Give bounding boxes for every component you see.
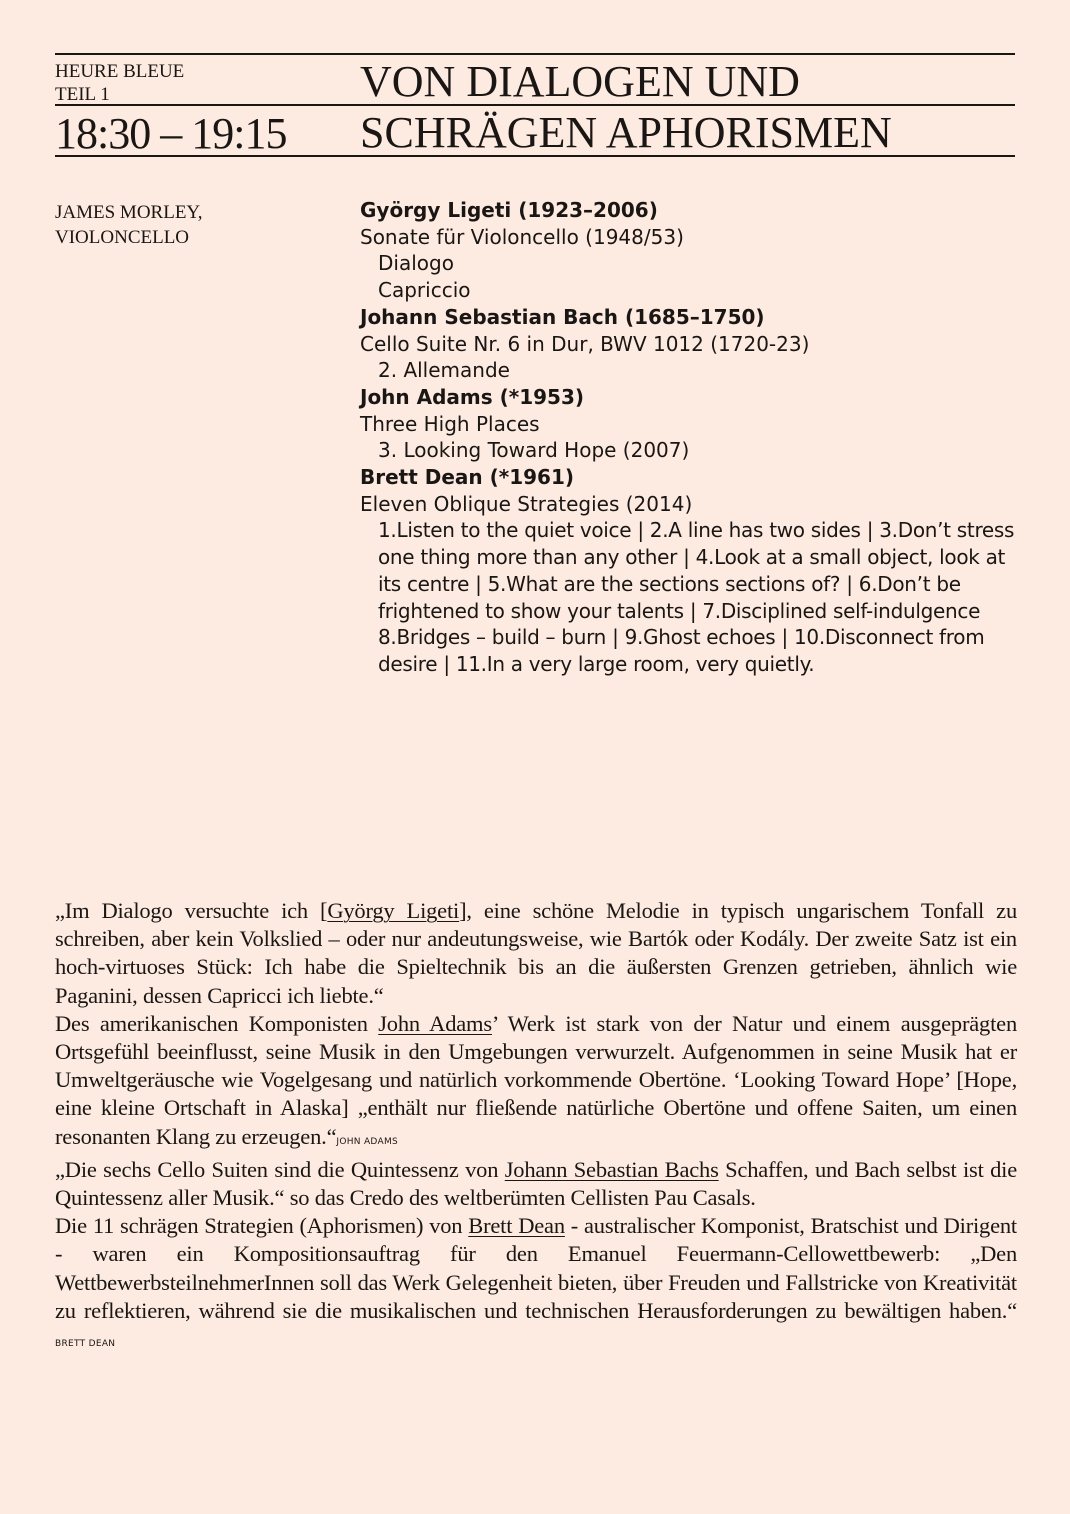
source-john-adams: JOHN ADAMS <box>336 1136 399 1147</box>
composer-ligeti: György Ligeti (1923–2006) <box>360 198 658 222</box>
note-ligeti-text-b: ], eine schöne Melodie in typisch ungarischem Tonfall zu schreiben, aber kein Volkslied – oder nur andeutungsweise, wie Bartók oder Kodály. Der zweite Satz ist ein hoch-virtuoses Stück: Ich habe die Spieltechnik bis an die äußersten Grenzen getrieben, ähnlich wie Paganini, dessen Capricci ich liebte.“ <box>55 898 1017 1008</box>
header-rule-top <box>55 53 1015 55</box>
work-adams: Three High Places <box>360 411 540 436</box>
work-ligeti: Sonate für Violoncello (1948/53) <box>360 224 684 249</box>
page-title-line1: VON DIALOGEN UND <box>360 57 800 106</box>
work-dean: Eleven Oblique Strategies (2014) <box>360 491 693 516</box>
note-adams-text-a: Des amerikanischen Komponisten <box>55 1010 379 1036</box>
note-bach-text-b: Schaffen, und Bach selbst ist die Quintessenz aller Musik.“ so das Credo des weltberümten Cellisten Pau Casals. <box>55 1156 1018 1211</box>
note-adams <box>55 1010 1017 1156</box>
series-label <box>55 60 184 106</box>
link-brett-dean[interactable]: Brett Dean <box>468 1213 565 1239</box>
movement-dialogo: Dialogo <box>378 251 454 276</box>
performer-name: JAMES MORLEY, <box>55 202 203 223</box>
movement-capriccio: Capriccio <box>378 278 471 303</box>
concert-time: 18:30 – 19:15 <box>55 109 287 158</box>
movement-allemande: 2. Allemande <box>378 358 510 383</box>
note-bach <box>55 1156 1017 1212</box>
page-title-line2: SCHRÄGEN APHORISMEN <box>360 108 892 157</box>
note-ligeti-text-a: „Im Dialogo versuchte ich [ <box>55 898 328 923</box>
note-adams-text-b: ’ Werk ist stark von der Natur und einem ausgeprägten Ortsgefühl beeinflusst, seine Musik in den Umgebungen verwurzelt. Aufgenommen in seine Musik hat er Umweltgeräusche wie Vogelgesang und natürlich vorkommende Obertöne. ‘Looking Toward Hope’ [Hope, eine kleine Ortschaft in Alaska] „enthält nur fließende natürliche Obertöne und offene Saiten, um einen resonanten Klang zu erzeugen.“ <box>55 1010 1017 1149</box>
note-ligeti <box>55 897 1017 1010</box>
composer-bach: Johann Sebastian Bach (1685–1750) <box>360 304 765 329</box>
series-part: TEIL 1 <box>55 84 110 105</box>
performer-instrument: VIOLONCELLO <box>55 227 190 248</box>
composer-dean: Brett Dean (*1961) <box>360 465 575 490</box>
performer <box>55 200 202 250</box>
movement-looking-toward-hope: 3. Looking Toward Hope (2007) <box>378 438 690 463</box>
note-dean-text-b: - australischer Komponist, Bratschist und Dirigent - waren ein Kompositionsauftrag für den Emanuel Feuermann-Cellowettbewerb: „Den WettbewerbsteilnehmerInnen soll das Werk Gelegenheit bieten, über Freuden und Fallstricke von Kreativität zu reflektieren, während sie die musikalischen und technischen Herausforderungen zu bewältigen haben.“ <box>55 1213 1017 1323</box>
series-name: HEURE BLEUE <box>55 61 185 82</box>
note-bach-text-a: „Die sechs Cello Suiten sind die Quintessenz von <box>55 1156 505 1182</box>
composer-adams: John Adams (*1953) <box>360 384 585 409</box>
link-johann-sebastian-bachs[interactable]: Johann Sebastian Bachs <box>504 1156 719 1182</box>
program-notes <box>55 897 1017 1358</box>
note-dean-text-a: Die 11 schrägen Strategien (Aphorismen) von <box>55 1213 469 1239</box>
work-bach: Cello Suite Nr. 6 in Dur, BWV 1012 (1720-23) <box>360 331 810 356</box>
program-list <box>360 197 1020 678</box>
source-brett-dean: BRETT DEAN <box>55 1339 116 1350</box>
link-gyorgy-ligeti[interactable]: György Ligeti <box>327 898 460 923</box>
link-john-adams[interactable]: John Adams <box>378 1010 492 1036</box>
note-dean <box>55 1212 1017 1358</box>
strategies-list: 1.Listen to the quiet voice | 2.A line has two sides | 3.Don’t stress one thing more than any other | 4.Look at a small object, look at its centre | 5.What are the sections sections of? | 6.Don’t be frightened to show your talents | 7.Disciplined self-indulgence 8.Bridges – build – burn | 9.Ghost echoes | 10.Disconnect from desire | 11.In a very large room, very quietly. <box>378 518 1015 676</box>
